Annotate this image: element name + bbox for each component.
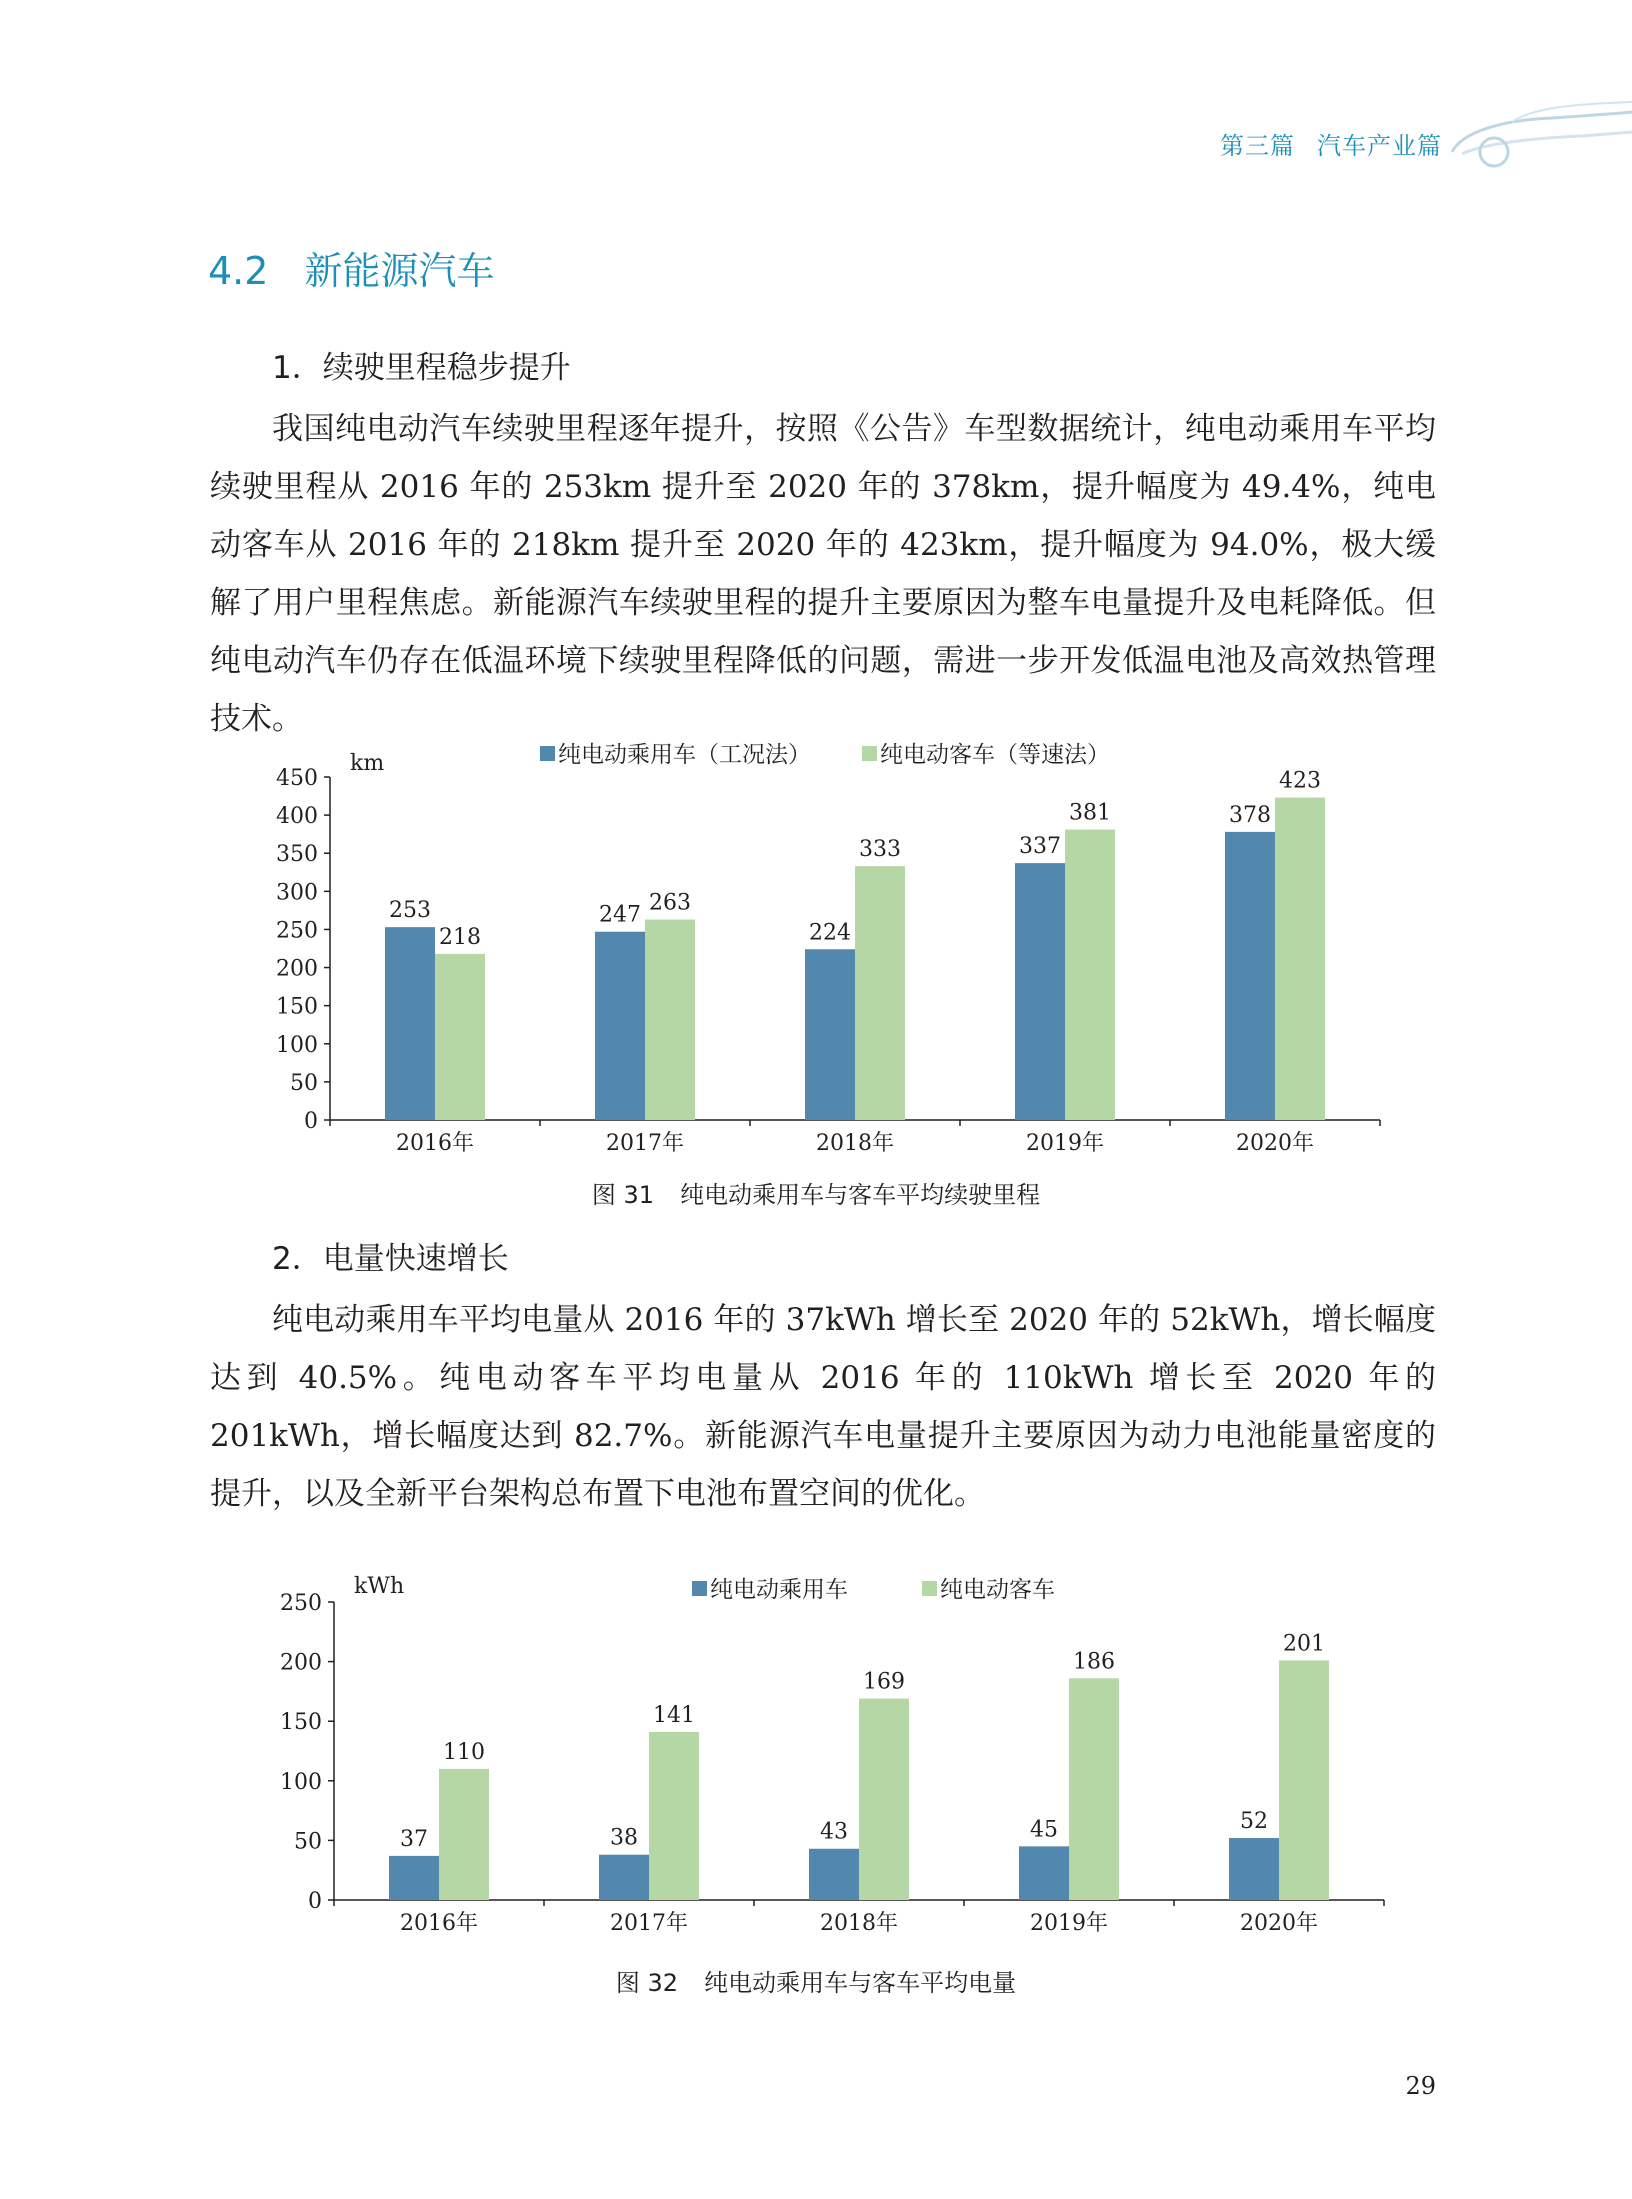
bar (805, 949, 855, 1120)
data-label: 169 (863, 1669, 905, 1695)
y-tick-label: 350 (276, 842, 318, 868)
data-label: 224 (809, 920, 851, 946)
data-label: 381 (1069, 800, 1111, 826)
section-name: 新能源汽车 (304, 249, 495, 293)
bar (1225, 832, 1275, 1120)
y-tick-label: 100 (276, 1032, 318, 1058)
section-title (208, 240, 494, 295)
data-label: 333 (859, 837, 901, 863)
data-label: 110 (443, 1739, 485, 1765)
figure-32-number: 图 32 (615, 1969, 679, 1997)
legend-swatch (692, 1581, 707, 1596)
running-header (1198, 126, 1442, 161)
y-axis-unit: km (350, 751, 385, 776)
y-tick-label: 150 (280, 1710, 322, 1736)
bar (435, 954, 485, 1120)
header-title: 汽车产业篇 (1317, 132, 1442, 160)
data-label: 218 (439, 924, 481, 950)
bar (1275, 798, 1325, 1120)
data-label: 43 (820, 1819, 848, 1845)
x-tick-label: 2017年 (606, 1131, 684, 1156)
data-label: 337 (1019, 834, 1061, 860)
bar (1279, 1660, 1329, 1900)
bar (1019, 1846, 1069, 1900)
bar (439, 1769, 489, 1900)
figure-32-title: 纯电动乘用车与客车平均电量 (704, 1969, 1017, 1997)
data-label: 253 (389, 898, 431, 924)
x-tick-label: 2019年 (1030, 1911, 1108, 1936)
x-tick-label: 2020年 (1236, 1131, 1314, 1156)
y-tick-label: 250 (276, 918, 318, 944)
bar (649, 1732, 699, 1900)
subsection-2-title: 2．电量快速增长 (272, 1241, 509, 1277)
y-tick-label: 250 (280, 1591, 322, 1616)
y-tick-label: 300 (276, 880, 318, 906)
x-tick-label: 2016年 (400, 1911, 478, 1936)
data-label: 378 (1229, 802, 1271, 828)
subsection-1-title: 1．续驶里程稳步提升 (272, 350, 571, 386)
figure-31-title: 纯电动乘用车与客车平均续驶里程 (680, 1181, 1041, 1209)
y-tick-label: 0 (304, 1109, 318, 1134)
data-label: 52 (1240, 1809, 1268, 1835)
x-tick-label: 2018年 (820, 1911, 898, 1936)
chart-energy (0, 1570, 1632, 1950)
x-tick-label: 2017年 (610, 1911, 688, 1936)
data-label: 38 (610, 1825, 638, 1851)
bar (809, 1849, 859, 1900)
section-number: 4.2 (208, 249, 269, 293)
legend-label: 纯电动客车（等速法） (880, 742, 1110, 768)
y-tick-label: 400 (276, 804, 318, 830)
y-tick-label: 200 (276, 956, 318, 982)
chart-range (0, 740, 1632, 1180)
paragraph-2: 纯电动乘用车平均电量从 2016 年的 37kWh 增长至 2020 年的 52kWh，增长幅度达到 40.5%。纯电动客车平均电量从 2016 年的 110kWh 增长至 2020 年的 201kWh，增长幅度达到 82.7%。新能源汽车电量提升主要原因为动力电池能量密度的提升，以及全新平台架构总布置下电池布置空间的优化。 (210, 1302, 1436, 1512)
legend-label: 纯电动乘用车（工况法） (558, 742, 811, 768)
data-label: 37 (400, 1826, 428, 1852)
data-label: 45 (1030, 1817, 1058, 1843)
x-tick-label: 2018年 (816, 1131, 894, 1156)
figure-31-number: 图 31 (591, 1181, 655, 1209)
paragraph-1: 我国纯电动汽车续驶里程逐年提升，按照《公告》车型数据统计，纯电动乘用车平均续驶里程从 2016 年的 253km 提升至 2020 年的 378km，提升幅度为 49.4%，纯电动客车从 2016 年的 218km 提升至 2020 年的 423km，提升幅度为 94.0%，极大缓解了用户里程焦虑。新能源汽车续驶里程的提升主要原因为整车电量提升及电耗降低。但纯电动汽车仍存在低温环境下续驶里程降低的问题，需进一步开发低温电池及高效热管理技术。 (210, 411, 1436, 737)
data-label: 247 (599, 902, 641, 928)
figure-32-caption (0, 1963, 1632, 1998)
bar (385, 927, 435, 1120)
bar (1065, 830, 1115, 1120)
y-tick-label: 0 (308, 1889, 322, 1914)
y-tick-label: 50 (294, 1829, 322, 1855)
figure-31-caption (0, 1175, 1632, 1210)
data-label: 263 (649, 890, 691, 916)
legend-swatch (540, 746, 555, 761)
bar (855, 866, 905, 1120)
legend-swatch (862, 746, 877, 761)
y-tick-label: 450 (276, 766, 318, 791)
data-label: 201 (1283, 1631, 1325, 1657)
bar (1069, 1678, 1119, 1900)
y-tick-label: 200 (280, 1650, 322, 1676)
page-number: 29 (1405, 2072, 1436, 2100)
header-part: 第三篇 (1220, 132, 1295, 160)
bar (1229, 1838, 1279, 1900)
bar (389, 1856, 439, 1900)
bar (595, 932, 645, 1120)
y-tick-label: 50 (290, 1070, 318, 1096)
bar (859, 1699, 909, 1900)
legend-label: 纯电动乘用车 (710, 1577, 848, 1603)
bar (645, 920, 695, 1120)
bar (1015, 863, 1065, 1120)
x-tick-label: 2019年 (1026, 1131, 1104, 1156)
y-tick-label: 150 (276, 994, 318, 1020)
bar (599, 1855, 649, 1900)
data-label: 141 (653, 1702, 695, 1728)
y-tick-label: 100 (280, 1769, 322, 1795)
car-outline-icon (1442, 92, 1632, 168)
legend-swatch (922, 1581, 937, 1596)
x-tick-label: 2020年 (1240, 1911, 1318, 1936)
legend-label: 纯电动客车 (940, 1577, 1055, 1603)
x-tick-label: 2016年 (396, 1131, 474, 1156)
y-axis-unit: kWh (354, 1574, 405, 1599)
data-label: 186 (1073, 1649, 1115, 1675)
data-label: 423 (1279, 768, 1321, 794)
